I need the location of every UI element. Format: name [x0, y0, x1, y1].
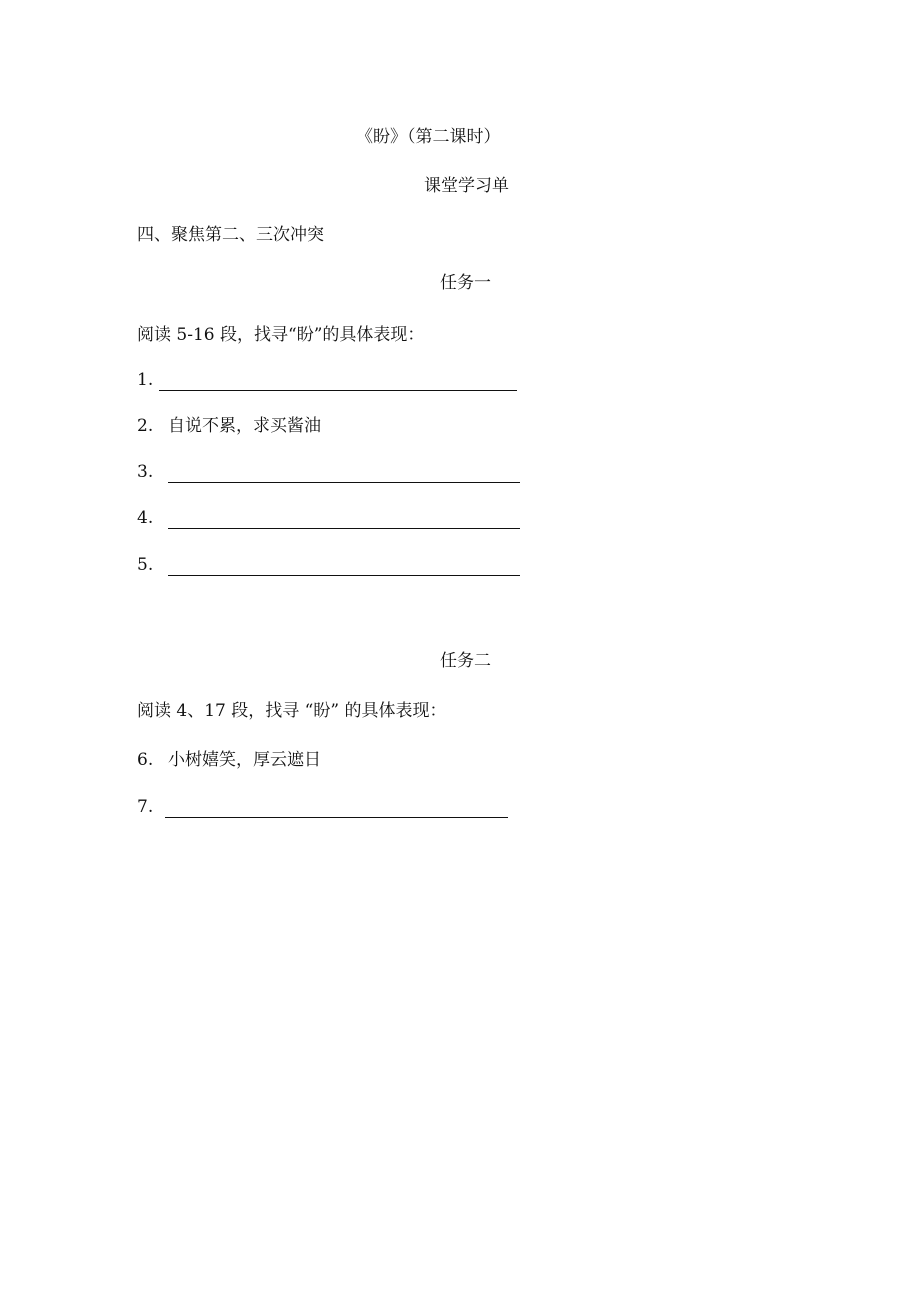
task-two-prompt: 阅读 4、17 段，找寻 “盼” 的具体表现： — [137, 701, 447, 721]
item-number: 6. — [137, 750, 154, 770]
task-one-label: 任务一 — [440, 273, 491, 293]
item-number: 7. — [137, 797, 154, 817]
item-number: 3. — [137, 462, 154, 482]
answer-item-2 — [137, 415, 321, 437]
answer-blank[interactable] — [165, 799, 508, 818]
item-number: 4. — [137, 508, 154, 528]
answer-blank[interactable] — [168, 557, 520, 576]
section-heading: 四、聚焦第二、三次冲突 — [137, 225, 324, 245]
item-number: 2. — [137, 416, 154, 436]
answer-text: 小树嬉笑，厚云遮日 — [168, 750, 321, 770]
task-one-prompt: 阅读 5-16 段，找寻“盼”的具体表现： — [137, 325, 425, 345]
answer-item-1 — [137, 369, 517, 391]
task-two-label: 任务二 — [440, 651, 491, 671]
answer-item-3 — [137, 461, 520, 483]
item-number: 5. — [137, 555, 154, 575]
answer-blank[interactable] — [168, 464, 520, 483]
item-number: 1. — [137, 370, 154, 390]
answer-item-4 — [137, 507, 520, 529]
answer-item-6 — [137, 749, 321, 771]
answer-text: 自说不累，求买酱油 — [168, 416, 321, 436]
page-subtitle: 课堂学习单 — [424, 176, 509, 196]
answer-blank[interactable] — [159, 372, 517, 391]
answer-blank[interactable] — [168, 510, 520, 529]
answer-item-5 — [137, 554, 520, 576]
page-title: 《盼》（第二课时） — [356, 127, 501, 147]
answer-item-7 — [137, 796, 508, 818]
